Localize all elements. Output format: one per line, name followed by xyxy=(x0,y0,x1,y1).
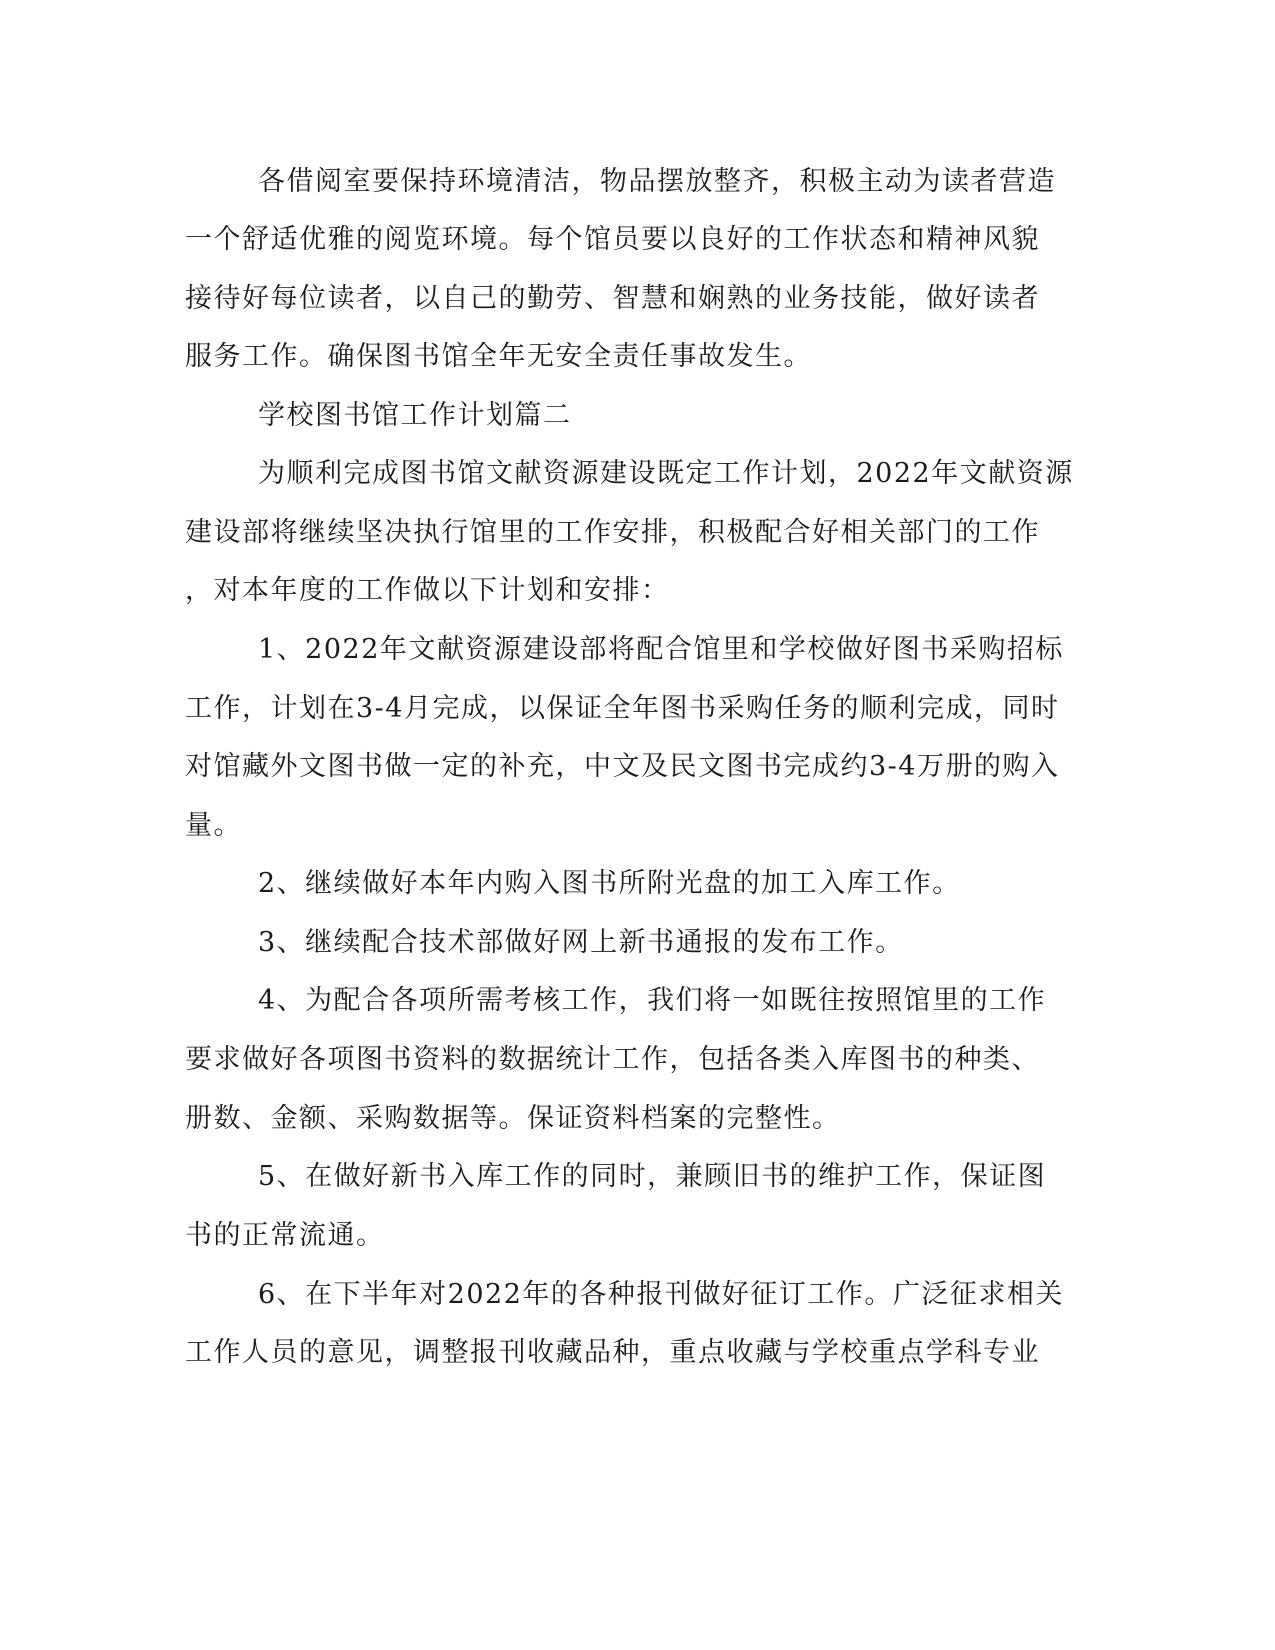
paragraph-line: 建设部将继续坚决执行馆里的工作安排，积极配合好相关部门的工作 xyxy=(185,517,1040,548)
paragraph-line: 一个舒适优雅的阅览环境。每个馆员要以良好的工作状态和精神风貌 xyxy=(185,224,1040,255)
section-heading: 学校图书馆工作计划篇二 xyxy=(258,400,572,431)
paragraph-line: 为顺利完成图书馆文献资源建设既定工作计划，2022年文献资源 xyxy=(258,458,1074,489)
paragraph-line: ，对本年度的工作做以下计划和安排： xyxy=(185,575,670,606)
list-item-line: 要求做好各项图书资料的数据统计工作，包括各类入库图书的种类、 xyxy=(185,1044,1040,1075)
paragraph-line: 各借阅室要保持环境清洁，物品摆放整齐，积极主动为读者营造 xyxy=(258,166,1056,197)
paragraph-line: 接待好每位读者，以自己的勤劳、智慧和娴熟的业务技能，做好读者 xyxy=(185,283,1040,314)
list-item-line: 3、继续配合技术部做好网上新书通报的发布工作。 xyxy=(258,927,904,958)
list-item-line: 对馆藏外文图书做一定的补充，中文及民文图书完成约3-4万册的购入 xyxy=(185,751,1060,782)
list-item-line: 4、为配合各项所需考核工作，我们将一如既往按照馆里的工作 xyxy=(258,985,1047,1016)
paragraph-line: 服务工作。确保图书馆全年无安全责任事故发生。 xyxy=(185,341,812,372)
list-item-line: 1、2022年文献资源建设部将配合馆里和学校做好图书采购招标 xyxy=(258,634,1064,665)
list-item-line: 工作人员的意见，调整报刊收藏品种，重点收藏与学校重点学科专业 xyxy=(185,1337,1040,1368)
list-item-line: 5、在做好新书入库工作的同时，兼顾旧书的维护工作，保证图 xyxy=(258,1161,1047,1192)
list-item-line: 册数、金额、采购数据等。保证资料档案的完整性。 xyxy=(185,1103,841,1134)
list-item-line: 工作，计划在3-4月完成，以保证全年图书采购任务的顺利完成，同时 xyxy=(185,693,1060,724)
list-item-line: 书的正常流通。 xyxy=(185,1220,385,1251)
list-item-line: 量。 xyxy=(185,810,242,841)
list-item-line: 2、继续做好本年内购入图书所附光盘的加工入库工作。 xyxy=(258,868,961,899)
list-item-line: 6、在下半年对2022年的各种报刊做好征订工作。广泛征求相关 xyxy=(258,1279,1064,1310)
